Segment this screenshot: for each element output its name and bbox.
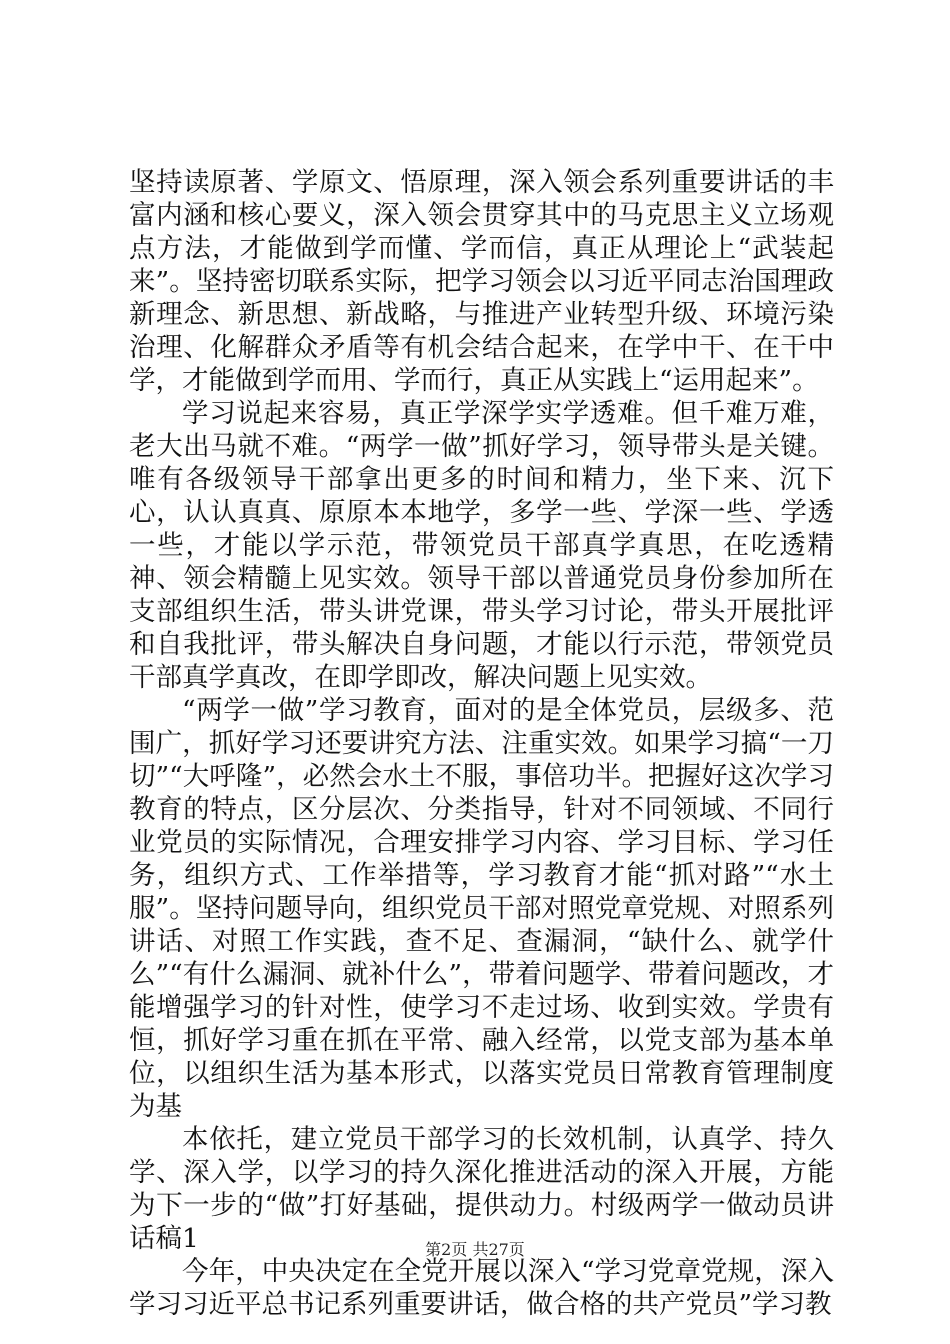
paragraph-5: 今年，中央决定在全党开展以深入“学习党章党规，深入学习习近平总书记系列重要讲话，做合格的共产党员”学习教 bbox=[129, 1256, 834, 1320]
paragraph-4: 本依托，建立党员干部学习的长效机制，认真学、持久学、深入学，以学习的持久深化推进活动的深入开展，方能为下一步的“做”打好基础，提供动力。村级两学一做动员讲话稿1 bbox=[129, 1124, 834, 1254]
paragraph-2: 学习说起来容易，真正学深学实学透难。但千难万难，老大出马就不难。“两学一做”抓好学习，领导带头是关键。唯有各级领导干部拿出更多的时间和精力，坐下来、沉下心，认认真真、原原本本地学，多学一些、学深一些、学透一些，才能以学示范，带领党员干部真学真思，在吃透精神、领会精髓上见实效。领导干部以普通党员身份参加所在支部组织生活，带头讲党课，带头学习讨论，带头开展批评和自我批评，带头解决自身问题，才能以行示范，带领党员干部真学真改，在即学即改，解决问题上见实效。 bbox=[129, 398, 834, 693]
paragraph-1: 坚持读原著、学原文、悟原理，深入领会系列重要讲话的丰富内涵和核心要义，深入领会贯穿其中的马克思主义立场观点方法，才能做到学而懂、学而信，真正从理论上“武装起来”。坚持密切联系实际，把学习领会以习近平同志治国理政新理念、新思想、新战略，与推进产业转型升级、环境污染治理、化解群众矛盾等有机会结合起来，在学中干、在干中学，才能做到学而用、学而行，真正从实践上“运用起来”。 bbox=[129, 167, 834, 396]
page-number-footer: 第2页 共27页 bbox=[425, 1240, 525, 1259]
document-body bbox=[129, 166, 834, 1321]
paragraph-3: “两学一做”学习教育，面对的是全体党员，层级多、范围广，抓好学习还要讲究方法、注重实效。如果学习搞“一刀切”“大呼隆”，必然会水土不服，事倍功半。把握好这次学习教育的特点，区分层次、分类指导，针对不同领域、不同行业党员的实际情况，合理安排学习内容、学习目标、学习任务，组织方式、工作举措等，学习教育才能“抓对路”“水土服”。坚持问题导向，组织党员干部对照党章党规、对照系列讲话、对照工作实践，查不足、查漏洞，“缺什么、就学什么”“有什么漏洞、就补什么”，带着问题学、带着问题改，才能增强学习的针对性，使学习不走过场、收到实效。学贵有恒，抓好学习重在抓在平常、融入经常，以党支部为基本单位，以组织生活为基本形式，以落实党员日常教育管理制度为基 bbox=[129, 695, 834, 1122]
